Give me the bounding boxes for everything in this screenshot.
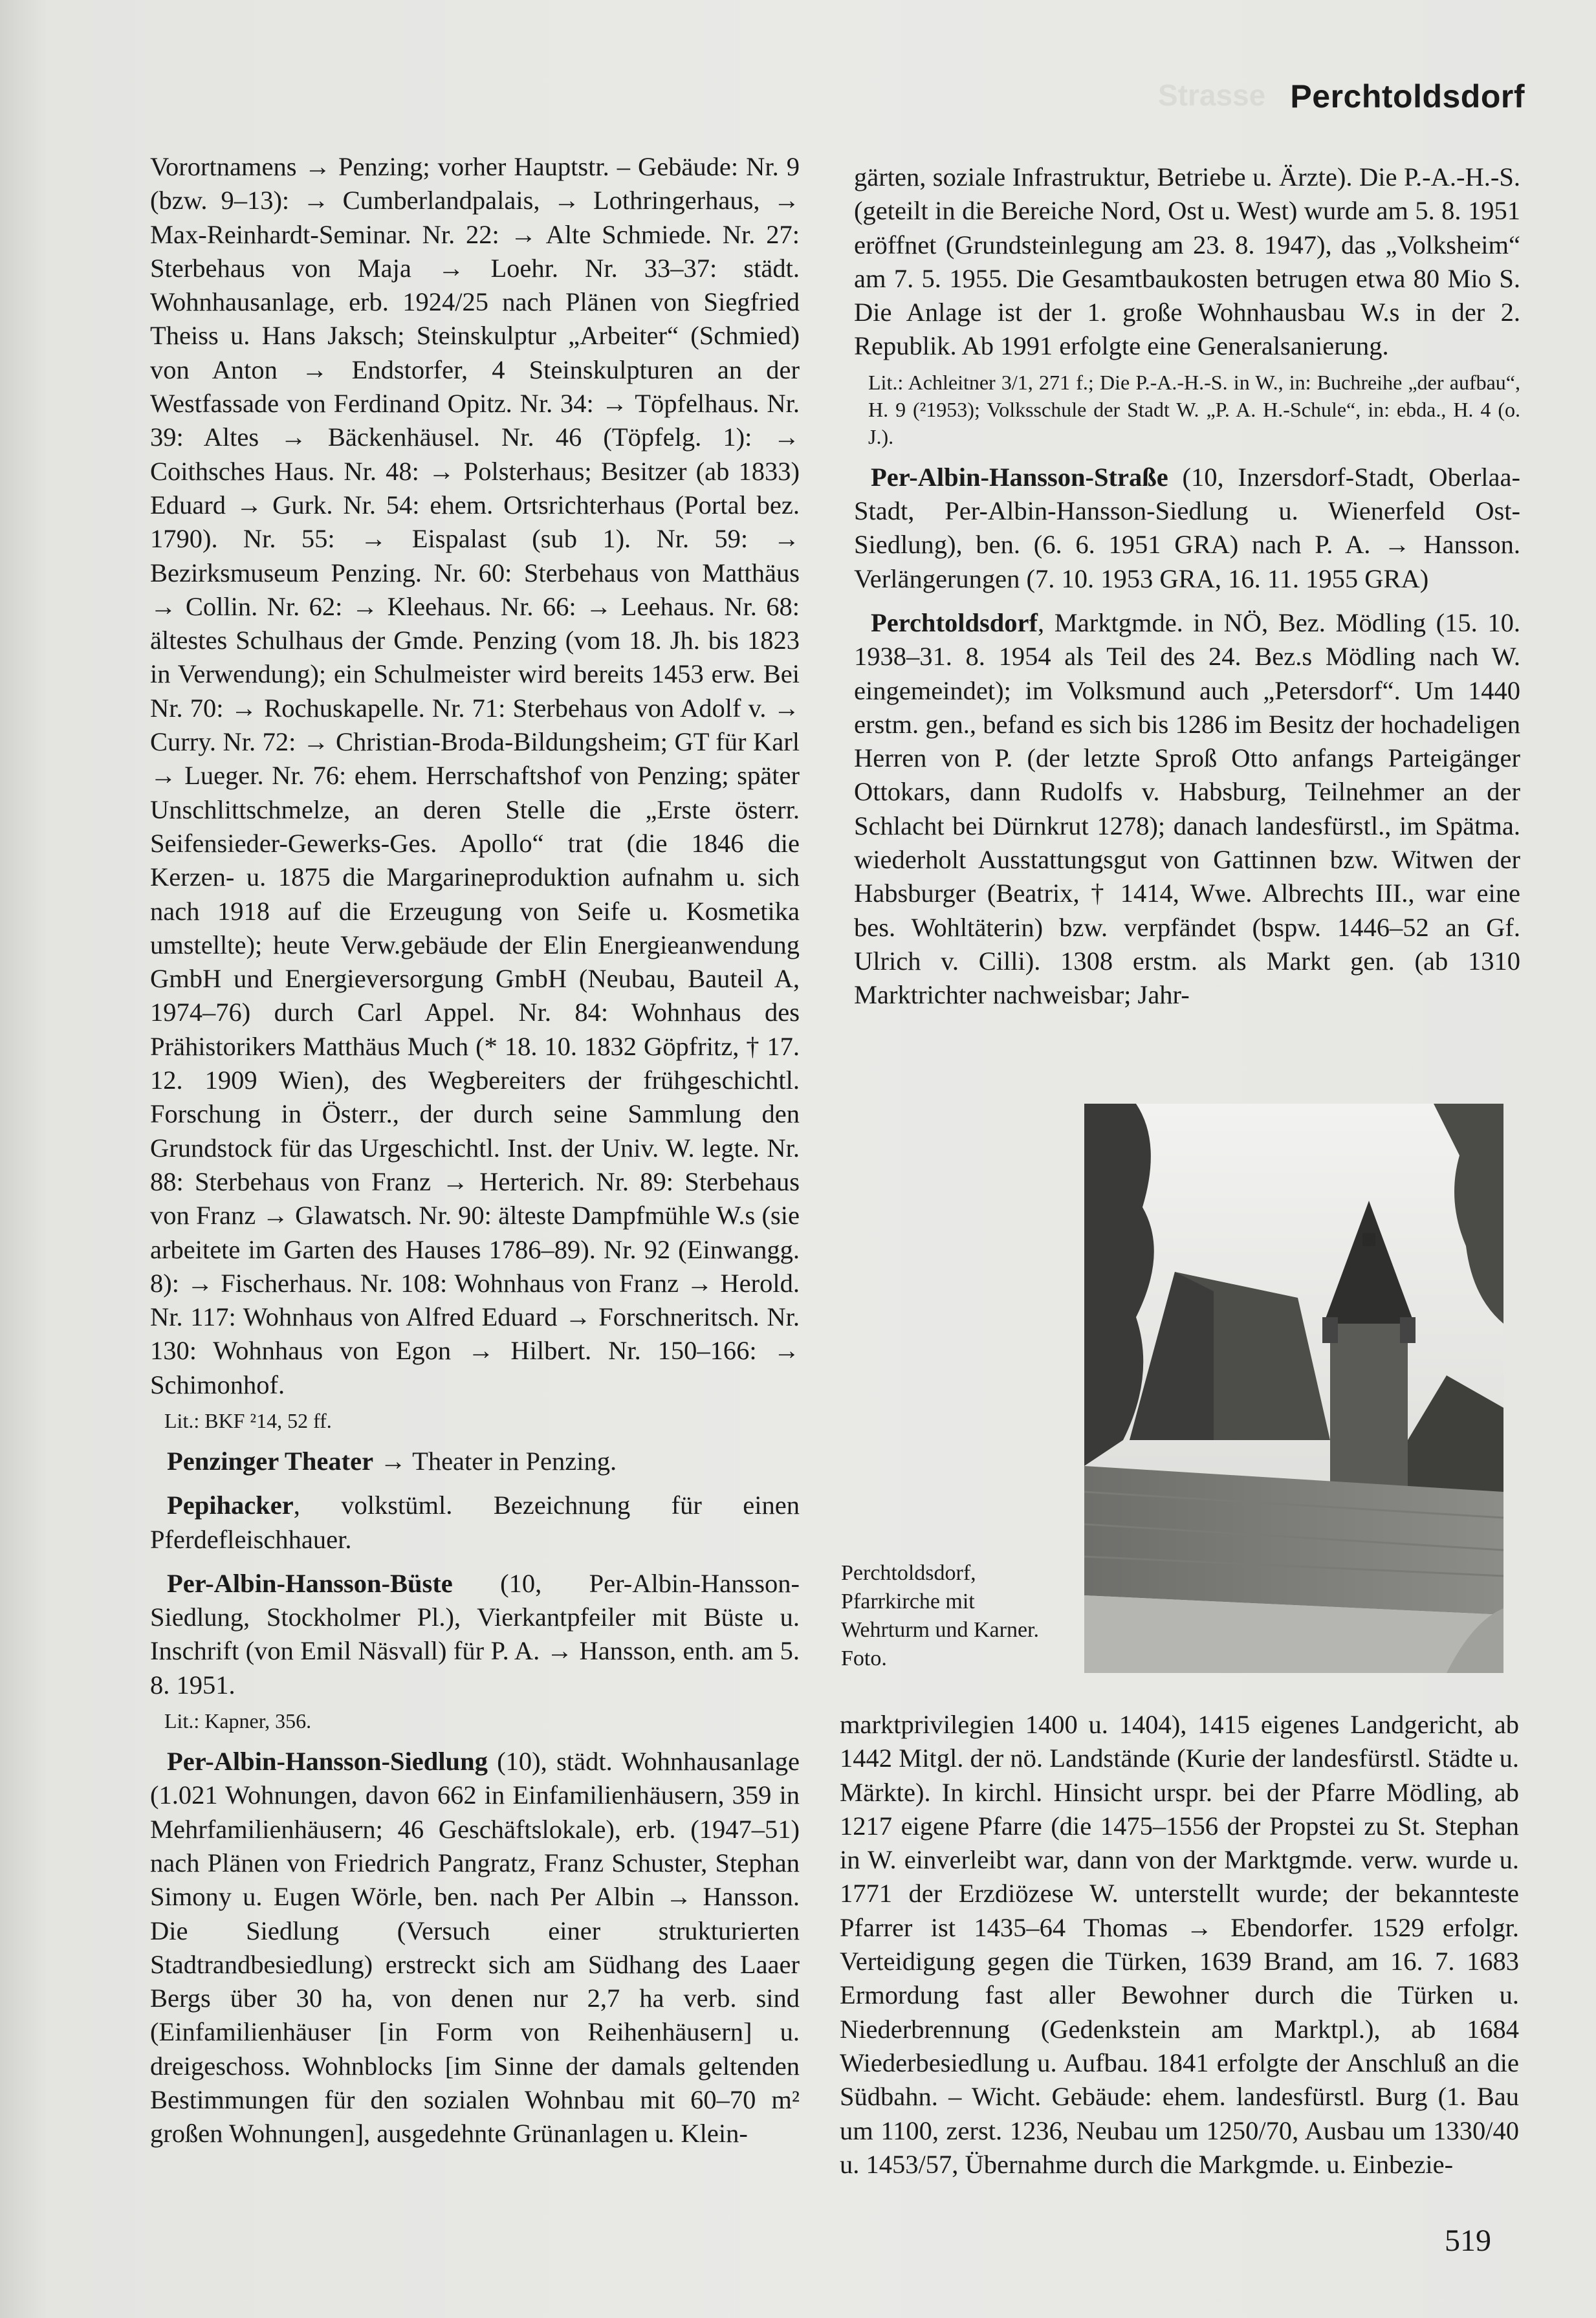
church-photo-illustration xyxy=(1084,1104,1503,1673)
perchtoldsdorf-continuation: marktprivilegien 1400 u. 1404), 1415 eigenes Landgericht, ab 1442 Mitgl. der nö. Landstände (Kurie der landesfürstl. Städte u. Märkte). In kirchl. Hinsicht urspr. bei der Pfarre Mödling, ab 1217 eigene Pfarre (die 1475–1556 der Propstei zu St. Stephan in W. einverleibt war, dann von der Marktgmde. verw. wurde u. 1771 der Erzdiözese W. unterstellt wurde; der bekannteste Pfarrer ist 1435–64 Thomas → Ebendorfer. 1529 erfolgr. Verteidigung gegen die Türken, 1639 Brand, am 16. 7. 1683 Ermordung fast aller Bewohner durch die Türken u. Niederbrennung (Gedenkstein am Marktpl.), ab 1684 Wiederbesiedlung u. Aufbau. 1841 erfolgte der Anschluß an die Südbahn. – Wicht. Gebäude: ehem. landesfürstl. Burg (1. Bau um 1100, zerst. 1236, Neubau um 1250/70, Ausbau um 1330/40 u. 1453/57, Übernahme durch die Markgmde. u. Einbezie- xyxy=(840,1710,1519,2179)
entry-perchtoldsdorf xyxy=(854,606,1520,1012)
left-column xyxy=(150,150,800,2151)
page-number: 519 xyxy=(1445,2224,1491,2258)
entry-headword: Penzinger Theater xyxy=(167,1446,374,1476)
right-column-top xyxy=(854,160,1520,1012)
literature-reference: Lit.: BKF ²14, 52 ff. xyxy=(164,1408,332,1432)
entry-text: (10), städt. Wohnhausanlage (1.021 Wohnungen, davon 662 in Einfamilienhäusern, 359 in Mehrfamilienhäusern; 46 Geschäftslokale), erb. (1947–51) nach Plänen von Friedrich Pangratz, Franz Schuster, Stephan Simony u. Eugen Wörle, ben. nach Per Albin → Hansson. Die Siedlung (Versuch einer strukturierten Stadtrandbesiedlung) erstreckt sich am Südhang des Laaer Bergs über 30 ha, von denen nur 2,7 ha verb. sind (Einfamilienhäuser [in Form von Reihenhäusern] u. dreigeschoss. Wohnblocks [im Sinne der damals geltenden Bestimmungen für den sozialen Wohnbau mit 60–70 m² großen Wohnungen], ausgedehnte Grünanlagen u. Klein- xyxy=(150,1747,800,2149)
right-column-bottom xyxy=(840,1708,1519,2181)
entry-text: (10, Per-Albin-Hansson-Siedlung, Stockholmer Pl.), Vierkantpfeiler mit Büste u. Inschrift (von Emil Näsvall) für P. A. → Hansson, enth. am 5. 8. 1951. xyxy=(150,1568,800,1700)
entry-headword: Per-Albin-Hansson-Straße xyxy=(871,462,1168,492)
entry-per-albin-hansson-strasse xyxy=(854,461,1520,596)
entry-per-albin-hansson-bueste xyxy=(150,1567,800,1702)
running-header: Perchtoldsdorf xyxy=(1290,78,1525,115)
tower-window xyxy=(1362,1233,1375,1246)
photo-caption: Perchtoldsdorf, Pfarrkirche mit Wehrturm und Karner. Foto. xyxy=(841,1561,1039,1670)
entry-text: , volkstüml. Bezeichnung für einen Pferdefleischhauer. xyxy=(150,1491,800,1554)
siedlung-entry-continuation: gärten, soziale Infrastruktur, Betriebe u. Ärzte). Die P.-A.-H.-S. (geteilt in die Bereiche Nord, Ost u. West) wurde am 5. 8. 1951 eröffnet (Grundsteinlegung am 23. 8. 1947), das „Volksheim“ am 7. 5. 1955. Die Gesamtbaukosten betrugen etwa 80 Mio S. Die Anlage ist der 1. große Wohnhausbau W.s in der 2. Republik. Ab 1991 erfolgte eine Generalsanierung. xyxy=(854,162,1520,361)
literature-reference: Lit.: Kapner, 356. xyxy=(164,1709,312,1733)
entry-text: , Marktgmde. in NÖ, Bez. Mödling (15. 10. 1938–31. 8. 1954 als Teil des 24. Bez.s Mödling nach W. eingemeindet); im Volksmund auch „Petersdorf“. Um 1440 erstm. gen., befand es sich bis 1286 im Besitz der hochadeligen Herren von P. (der letzte Sproß Otto anfangs Parteigänger Ottokars, dann Rudolfs v. Habsburg, Teilnehmer an der Schlacht bei Dürnkrut 1278); danach landesfürstl., im Spätma. wiederholt Ausstattungsgut von Gattinnen bzw. Witwen der Habsburger (Beatrix, † 1414, Wwe. Albrechts III., war eine bes. Wohltäterin) bzw. verpfändet (bspw. 1446–52 an Gf. Ulrich v. Cilli). 1308 erstm. als Markt gen. (ab 1310 Marktrichter nachweisbar; Jahr- xyxy=(854,607,1520,1010)
entry-text: → Theater in Penzing. xyxy=(373,1446,617,1476)
bleed-through-text: Strasse xyxy=(1158,78,1266,112)
entry-pepihacker xyxy=(150,1489,800,1557)
tower-turret xyxy=(1322,1317,1338,1343)
stone-wall xyxy=(1084,1466,1503,1615)
entry-text: (10, Inzersdorf-Stadt, Oberlaa-Stadt, Per-Albin-Hansson-Siedlung u. Wienerfeld Ost-Siedlung), ben. (6. 6. 1951 GRA) nach P. A. → Hansson. Verlängerungen (7. 10. 1953 GRA, 16. 11. 1955 GRA) xyxy=(854,462,1520,593)
entry-headword: Perchtoldsdorf xyxy=(871,607,1038,637)
street-entry-continuation: Vorortnamens → Penzing; vorher Hauptstr. – Gebäude: Nr. 9 (bzw. 9–13): → Cumberlandpalais, → Lothringerhaus, → Max-Reinhardt-Seminar. Nr. 22: → Alte Schmiede. Nr. 27: Sterbehaus von Maja → Loehr. Nr. 33–37: städt. Wohnhausanlage, erb. 1924/25 nach Plänen von Siegfried Theiss u. Hans Jaksch; Steinskulptur „Arbeiter“ (Schmied) von Anton → Endstorfer, 4 Steinskulpturen an der Westfassade von Ferdinand Opitz. Nr. 34: → Töpfelhaus. Nr. 39: Altes → Bäckenhäusel. Nr. 46 (Töpfelg. 1): → Coithsches Haus. Nr. 48: → Polsterhaus; Besitzer (ab 1833) Eduard → Gurk. Nr. 54: ehem. Ortsrichterhaus (Portal bez. 1790). Nr. 55: → Eispalast (sub 1). Nr. 59: → Bezirksmuseum Penzing. Nr. 60: Sterbehaus von Matthäus → Collin. Nr. 62: → Kleehaus. Nr. 66: → Leehaus. Nr. 68: ältestes Schulhaus der Gmde. Penzing (vom 18. Jh. bis 1823 in Verwendung); ein Schulmeister wird bereits 1453 erw. Bei Nr. 70: → Rochuskapelle. Nr. 71: Sterbehaus von Adolf v. → Curry. Nr. 72: → Christian-Broda-Bildungsheim; GT für Karl → Lueger. Nr. 76: ehem. Herrschaftshof von Penzing; später Unschlittschmelze, an deren Stelle die „Erste österr. Seifensieder-Gewerks-Ges. Apollo“ trat (die 1846 die Kerzen- u. 1875 die Margarineproduktion aufnahm u. sich nach 1918 auf die Erzeugung von Seife u. Kosmetika umstellte); heute Verw.gebäude der Elin Energieanwendung GmbH und Energieversorgung GmbH (Neubau, Bauteil A, 1974–76) durch Carl Appel. Nr. 84: Wohnhaus des Prähistorikers Matthäus Much (* 18. 10. 1832 Göpfritz, † 17. 12. 1909 Wien), des Wegbereiters der frühgeschichtl. Forschung in Österr., der durch seine Sammlung den Grundstock für das Urgeschichtl. Inst. der Univ. W. legte. Nr. 88: Sterbehaus von Franz → Herterich. Nr. 89: Sterbehaus von Franz → Glawatsch. Nr. 90: älteste Dampfmühle W.s (sie arbeitete im Garten des Hauses 1786–89). Nr. 92 (Einwangg. 8): → Fischerhaus. Nr. 108: Wohnhaus von Franz → Herold. Nr. 117: Wohnhaus von Alfred Eduard → Forschneritsch. Nr. 130: Wohnhaus von Egon → Hilbert. Nr. 150–166: → Schimonhof. xyxy=(150,152,800,1399)
entry-headword: Per-Albin-Hansson-Siedlung xyxy=(167,1747,488,1777)
entry-headword: Pepihacker xyxy=(167,1491,294,1520)
church-photo xyxy=(1084,1104,1503,1673)
entry-per-albin-hansson-siedlung xyxy=(150,1745,800,2151)
entry-penzinger-theater xyxy=(150,1445,800,1478)
tower-turret xyxy=(1400,1317,1416,1343)
literature-reference: Lit.: Achleitner 3/1, 271 f.; Die P.-A.-H.-S. in W., in: Buchreihe „der aufbau“, H. 9 (²1953); Volksschule der Stadt W. „P. A. H.-Schule“, in: ebda., H. 4 (o. J.). xyxy=(868,370,1520,448)
entry-headword: Per-Albin-Hansson-Büste xyxy=(167,1568,453,1598)
